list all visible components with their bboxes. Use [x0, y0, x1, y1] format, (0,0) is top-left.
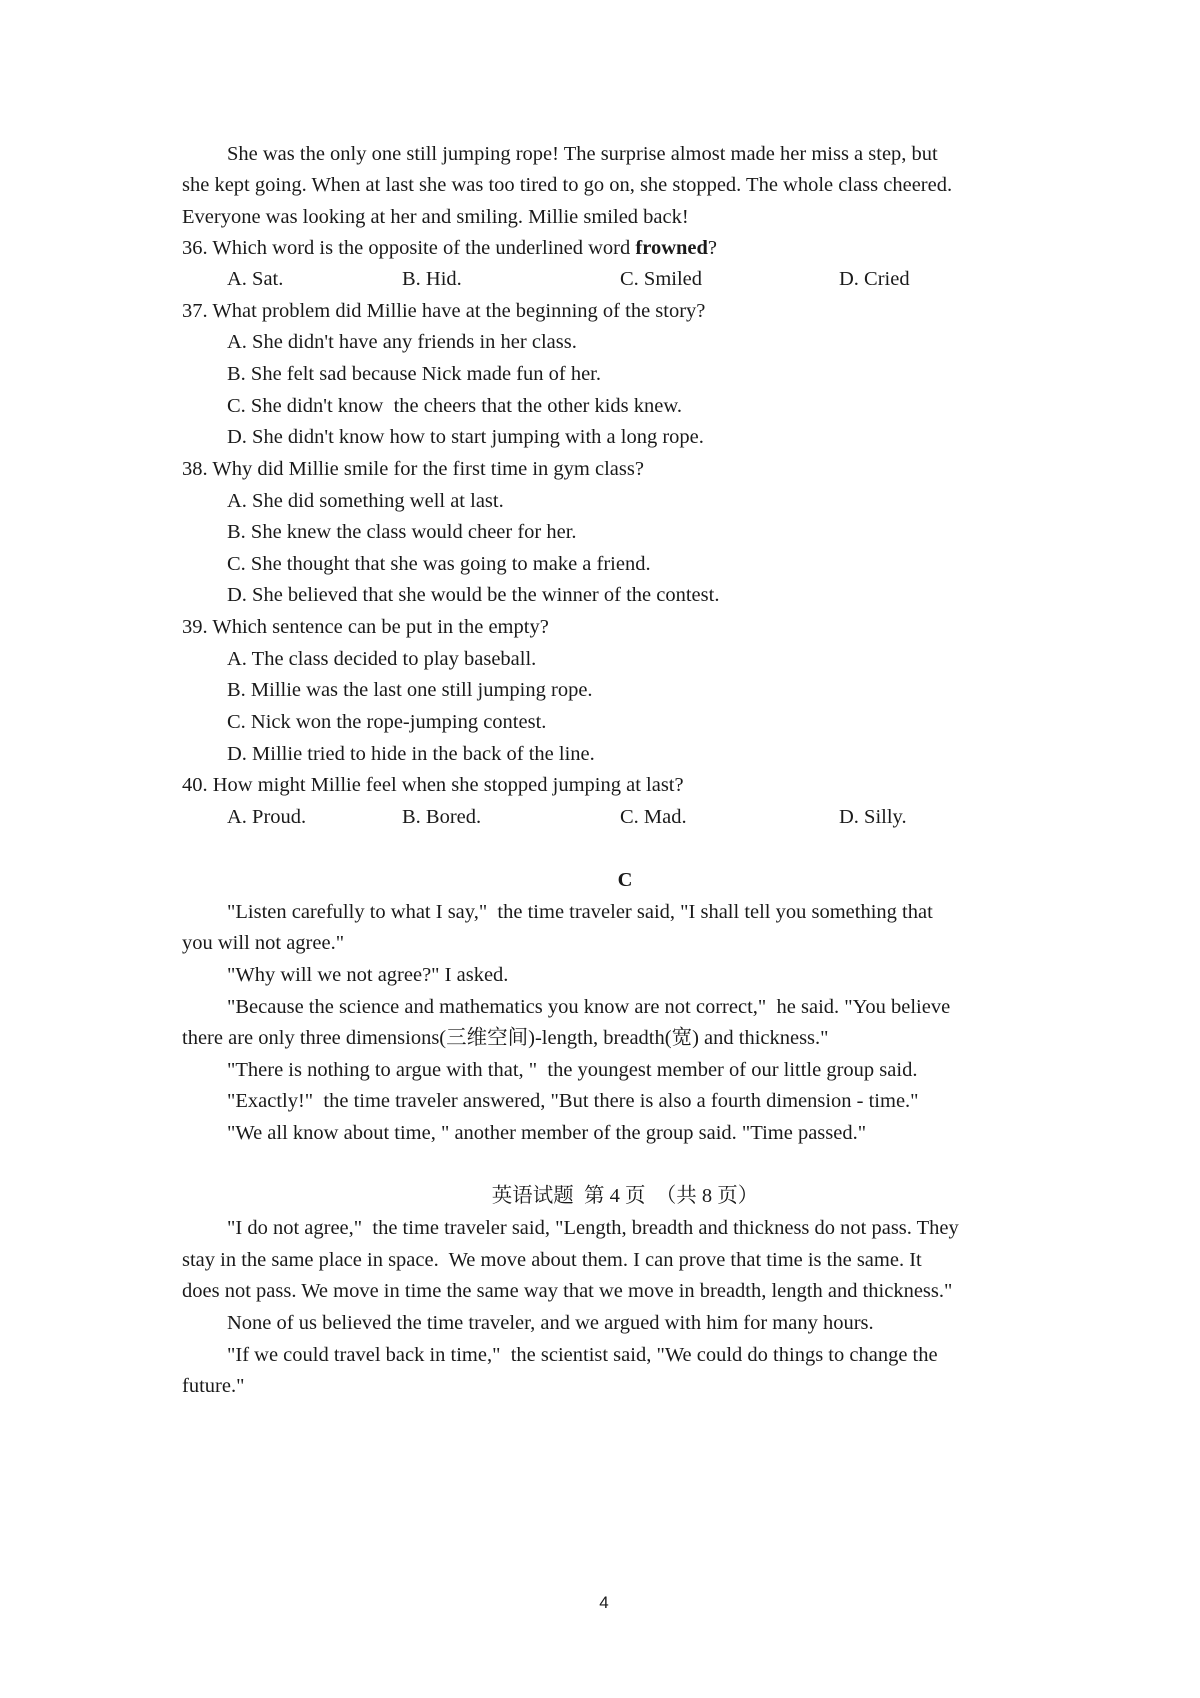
question-stem-suffix: ?	[707, 237, 718, 259]
passage-line: stay in the same place in space. We move about them. I can prove that time is the same. It	[182, 1249, 922, 1271]
question-39-option-d: D. Millie tried to hide in the back of the line.	[227, 743, 595, 765]
question-37-option-d: D. She didn't know how to start jumping with a long rope.	[227, 426, 704, 448]
page-footer: 英语试题 第 4 页 （共 8 页）	[491, 1185, 759, 1207]
question-39-option-c: C. Nick won the rope-jumping contest.	[227, 711, 547, 733]
question-36-option-c: C. Smiled	[620, 268, 703, 290]
question-38-stem: 38. Why did Millie smile for the first time in gym class?	[182, 458, 644, 480]
passage-line: "Why will we not agree?" I asked.	[227, 964, 509, 986]
question-36-option-d: D. Cried	[839, 268, 910, 290]
question-40-option-c: C. Mad.	[620, 806, 687, 828]
question-36-option-b: B. Hid.	[402, 268, 462, 290]
question-40-stem: 40. How might Millie feel when she stopped jumping at last?	[182, 774, 684, 796]
passage-line: does not pass. We move in time the same way that we move in breadth, length and thickness."	[182, 1280, 953, 1302]
question-37-option-c: C. She didn't know the cheers that the other kids knew.	[227, 395, 682, 417]
passage-line: Everyone was looking at her and smiling. Millie smiled back!	[182, 206, 689, 228]
question-40-option-b: B. Bored.	[402, 806, 482, 828]
passage-line: "I do not agree," the time traveler said, "Length, breadth and thickness do not pass. They	[227, 1217, 959, 1239]
passage-line: "Exactly!" the time traveler answered, "But there is also a fourth dimension - time."	[227, 1090, 919, 1112]
passage-line: She was the only one still jumping rope! The surprise almost made her miss a step, but	[227, 143, 938, 165]
question-37-option-b: B. She felt sad because Nick made fun of her.	[227, 363, 602, 385]
question-36-stem	[182, 235, 717, 261]
passage-line: "Because the science and mathematics you know are not correct," he said. "You believe	[227, 996, 951, 1018]
passage-line: future."	[182, 1375, 245, 1397]
passage-line: she kept going. When at last she was too tired to go on, she stopped. The whole class cheered.	[182, 174, 953, 196]
question-39-option-b: B. Millie was the last one still jumping rope.	[227, 679, 593, 701]
passage-line: "There is nothing to argue with that, " the youngest member of our little group said.	[227, 1059, 918, 1081]
question-39-option-a: A. The class decided to play baseball.	[227, 648, 537, 670]
question-38-option-b: B. She knew the class would cheer for her.	[227, 521, 577, 543]
question-38-option-d: D. She believed that she would be the winner of the contest.	[227, 584, 720, 606]
passage-line: "We all know about time, " another member of the group said. "Time passed."	[227, 1122, 867, 1144]
passage-line: "Listen carefully to what I say," the time traveler said, "I shall tell you something that	[227, 901, 933, 923]
passage-line: you will not agree."	[182, 932, 345, 954]
passage-line: None of us believed the time traveler, and we argued with him for many hours.	[227, 1312, 874, 1334]
question-39-stem: 39. Which sentence can be put in the empty?	[182, 616, 549, 638]
question-40-option-a: A. Proud.	[227, 806, 307, 828]
question-38-option-c: C. She thought that she was going to make a friend.	[227, 553, 651, 575]
question-40-option-d: D. Silly.	[839, 806, 907, 828]
question-stem-text: 36. Which word is the opposite of the underlined word	[182, 237, 636, 259]
question-37-stem: 37. What problem did Millie have at the beginning of the story?	[182, 300, 706, 322]
passage-line: there are only three dimensions(三维空间)-length, breadth(宽) and thickness."	[182, 1027, 829, 1049]
question-36-option-a: A. Sat.	[227, 268, 284, 290]
question-37-option-a: A. She didn't have any friends in her class.	[227, 331, 577, 353]
page-number: 4	[599, 1593, 609, 1612]
section-heading: C	[617, 869, 633, 891]
underlined-word: frowned	[635, 237, 708, 259]
question-38-option-a: A. She did something well at last.	[227, 490, 504, 512]
passage-line: "If we could travel back in time," the scientist said, "We could do things to change the	[227, 1344, 938, 1366]
